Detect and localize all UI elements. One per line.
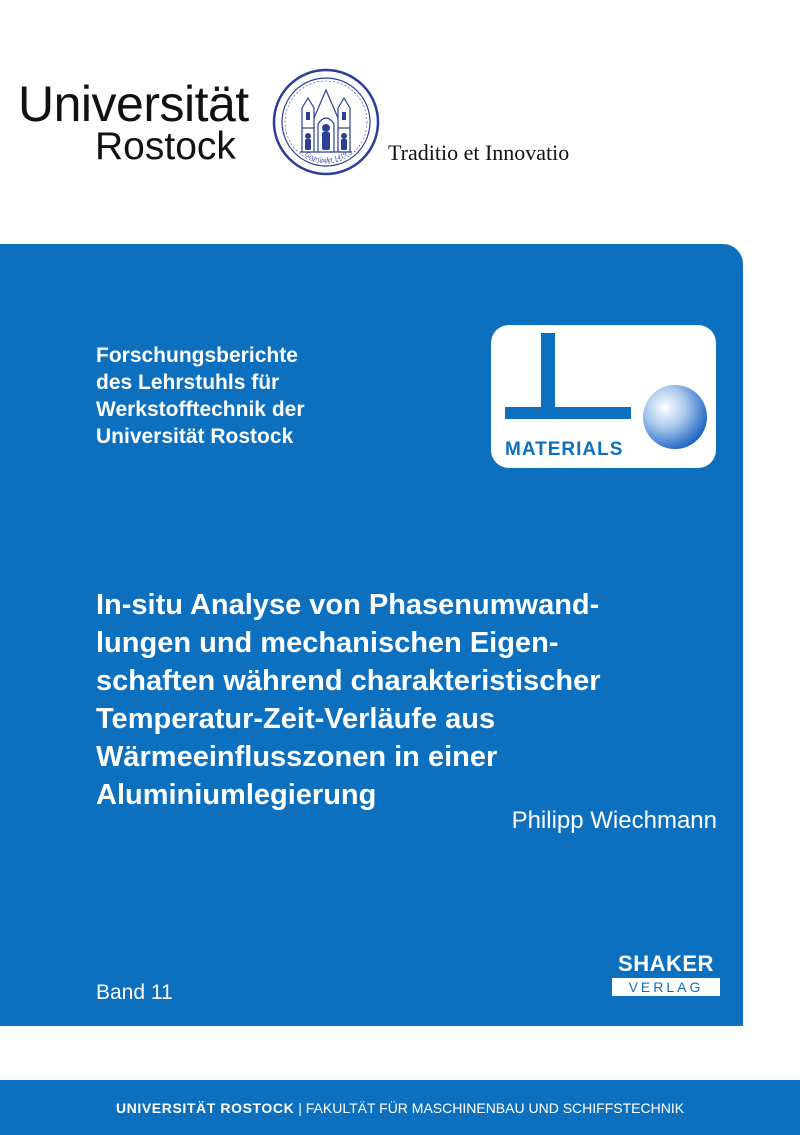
university-city: Rostock [95,125,236,168]
lo-materials-badge [491,325,716,468]
title-line: Aluminiumlegierung [96,779,377,811]
footer-university: UNIVERSITÄT ROSTOCK [115,1100,295,1116]
series-line: Universität Rostock [96,425,294,448]
series-line: Forschungsberichte [96,344,298,367]
series-line: Werkstofftechnik der [96,398,305,421]
badge-label: MATERIALS [505,439,624,460]
footer-bar [0,1080,800,1135]
title-line: Temperatur-Zeit-Verläufe aus [96,703,496,735]
university-seal-icon [272,68,380,176]
series-line: des Lehrstuhls für [96,371,280,394]
title-line: In-situ Analyse von Phasenumwand- [96,589,600,621]
volume-number: Band 11 [96,981,173,1004]
title-line: schaften während charakteristischer [96,665,601,697]
motto: Traditio et Innovatio [388,140,570,165]
lo-materials-logo-icon [491,325,716,468]
title-line: Wärmeeinflusszonen in einer [96,741,498,773]
publisher-sub: VERLAG [612,978,720,996]
seal-founding-text: Gegründet 1419 [303,150,349,165]
footer-faculty: FAKULTÄT FÜR MASCHINENBAU UND SCHIFFSTECHNIK [305,1100,685,1116]
title-line: lungen und mechanischen Eigen- [96,627,559,659]
university-name: Universität [18,76,249,132]
publisher-name: SHAKER [618,951,714,976]
publisher-logo [612,953,720,996]
footer-text [0,1100,800,1116]
author-name: Philipp Wiechmann [511,807,717,834]
footer-separator: | [298,1100,302,1116]
book-title [96,586,736,814]
series-title [96,342,436,450]
